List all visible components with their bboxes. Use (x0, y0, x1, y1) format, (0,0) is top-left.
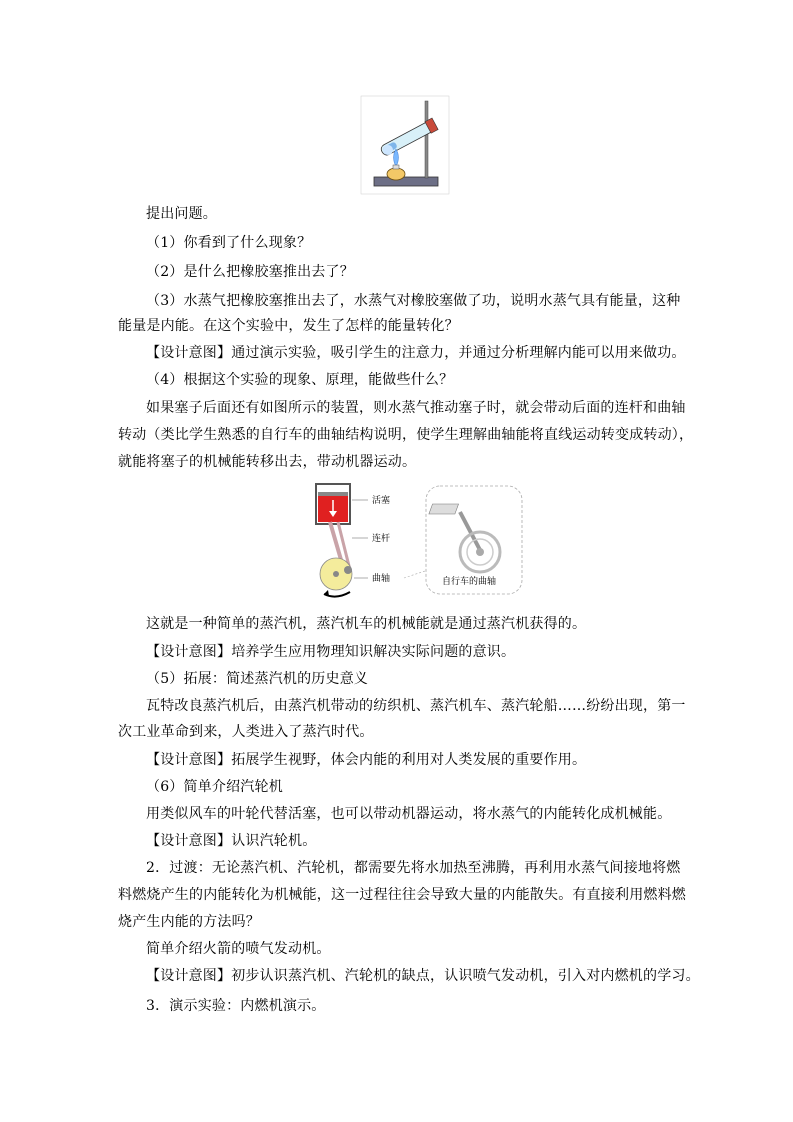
text-line-15: 用类似风车的叶轮代替活塞，也可以带动机器运动，将水蒸气的内能转化成机械能。 (146, 806, 672, 822)
label-piston: 活塞 (372, 496, 391, 506)
text-line-6: （4）根据这个实验的现象、原理，能做些什么？ (146, 372, 454, 388)
text-line-1: 提出问题。 (146, 206, 217, 222)
design-intent-1: 【设计意图】通过演示实验，吸引学生的注意力，并通过分析理解内能可以用来做功。 (146, 345, 686, 361)
steam-engine-crank-figure (308, 478, 526, 602)
text-line-5: 能量是内能。在这个实验中，发生了怎样的能量转化？ (118, 318, 459, 334)
text-line-19: 简单介绍火箭的喷气发动机。 (146, 941, 331, 957)
design-intent-2: 【设计意图】培养学生应用物理知识解决实际问题的意识。 (146, 644, 516, 660)
text-line-4: （3）水蒸气把橡胶塞推出去了，水蒸气对橡胶塞做了功，说明水蒸气具有能量，这种 (146, 293, 681, 309)
text-line-12: 瓦特改良蒸汽机后，由蒸汽机带动的纺织机、蒸汽机车、蒸汽轮船……纷纷出现，第一 (146, 698, 686, 714)
text-line-7: 如果塞子后面还有如图所示的装置，则水蒸气推动塞子时，就会带动后面的连杆和曲轴 (146, 400, 686, 416)
text-line-2: （1）你看到了什么现象？ (146, 235, 312, 251)
text-line-18: 烧产生内能的方法吗？ (118, 914, 260, 930)
text-line-10: 这就是一种简单的蒸汽机，蒸汽机车的机械能就是通过蒸汽机获得的。 (146, 616, 587, 632)
text-line-8: 转动（类比学生熟悉的自行车的曲轴结构说明，使学生理解曲轴能将直线运动转变成转动）， (118, 427, 694, 443)
design-intent-4: 【设计意图】认识汽轮机。 (146, 833, 317, 849)
label-bike-crank: 自行车的曲轴 (442, 577, 497, 587)
text-line-9: 就能将塞子的机械能转移出去，带动机器运动。 (118, 454, 417, 470)
text-line-14: （6）简单介绍汽轮机 (146, 779, 283, 795)
text-line-16: 2．过渡：无论蒸汽机、汽轮机，都需要先将水加热至沸腾，再利用水蒸气间接地将燃 (146, 860, 681, 876)
text-line-3: （2）是什么把橡胶塞推出去了？ (146, 264, 354, 280)
label-crank: 曲轴 (372, 574, 391, 584)
label-rod: 连杆 (372, 534, 391, 544)
design-intent-5: 【设计意图】初步认识蒸汽机、汽轮机的缺点，认识喷气发动机，引入对内燃机的学习。 (146, 968, 700, 984)
test-tube-experiment-figure (360, 95, 450, 195)
text-line-13: 次工业革命到来，人类进入了蒸汽时代。 (118, 724, 374, 740)
text-line-17: 料燃烧产生的内能转化为机械能，这一过程往往会导致大量的内能散失。有直接利用燃料燃 (118, 887, 686, 903)
text-line-11: （5）拓展：简述蒸汽机的历史意义 (146, 671, 369, 687)
text-line-20: 3．演示实验：内燃机演示。 (146, 998, 326, 1014)
design-intent-3: 【设计意图】拓展学生视野，体会内能的利用对人类发展的重要作用。 (146, 752, 587, 768)
